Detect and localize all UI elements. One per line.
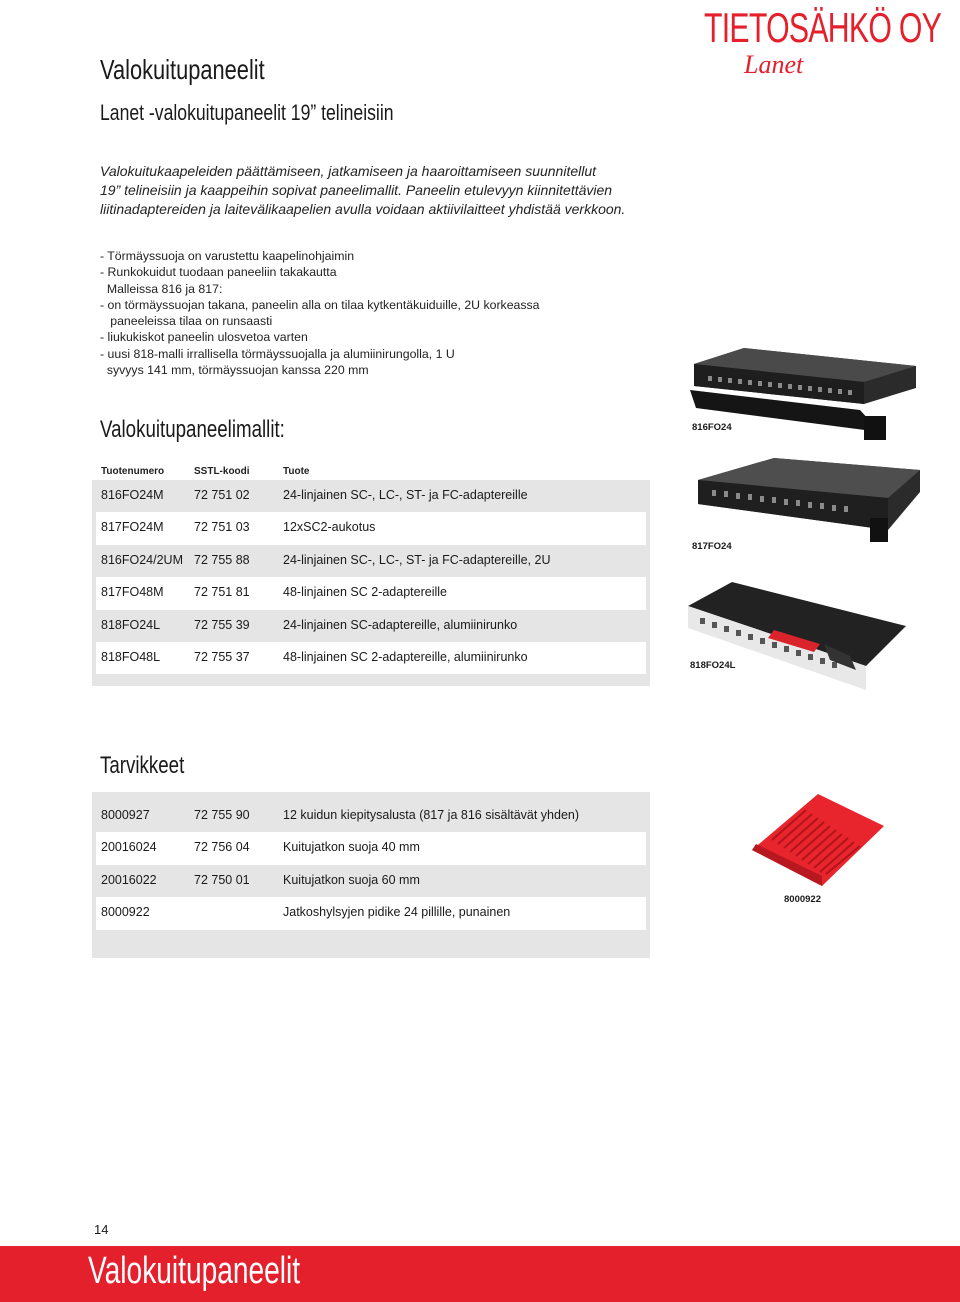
cell-sstl-code: 72 750 01 xyxy=(194,872,250,887)
lanet-logo-graphic xyxy=(744,54,870,78)
table-header xyxy=(92,464,650,480)
lanet-logo-text: Lanet xyxy=(744,54,804,78)
cell-sstl-code: 72 755 39 xyxy=(194,617,250,632)
feature-item: Malleissa 816 ja 817: xyxy=(100,281,223,296)
accessories-heading: Tarvikkeet xyxy=(100,752,185,779)
intro-line: Valokuitukaapeleiden päättämiseen, jatkamiseen ja haaroittamiseen suunnitellut xyxy=(100,163,597,179)
feature-item: - liukukiskot paneelin ulosvetoa varten xyxy=(100,330,308,345)
cell-sstl-code: 72 756 04 xyxy=(194,840,250,855)
cell-product: 12xSC2-aukotus xyxy=(283,520,376,535)
product-label-817fo24: 817FO24 xyxy=(692,541,732,552)
feature-item: - Törmäyssuoja on varustettu kaapelinohjaimin xyxy=(100,249,355,263)
table-row xyxy=(96,610,646,642)
cell-sstl-code: 72 755 90 xyxy=(194,808,250,822)
cell-product-number: 8000927 xyxy=(101,808,150,822)
header-tuotenumero: Tuotenumero xyxy=(101,466,165,477)
table-row xyxy=(96,800,646,832)
page-number: 14 xyxy=(94,1222,109,1237)
cell-product-number: 817FO48M xyxy=(101,585,164,600)
accessories-table xyxy=(92,792,650,958)
footer-title: Valokuitupaneelit xyxy=(88,1250,301,1292)
table-row xyxy=(96,897,646,929)
cell-product-number: 818FO48L xyxy=(101,649,161,664)
lanet-logo xyxy=(744,54,870,83)
models-table xyxy=(92,464,650,686)
feature-item: - on törmäyssuojan takana, paneelin alla on tilaa kytkentäkuiduille, 2U korkeassa xyxy=(100,297,540,312)
cell-product-number: 817FO24M xyxy=(101,520,164,535)
panel-818fo24l-image xyxy=(680,580,930,708)
cell-sstl-code: 72 751 03 xyxy=(194,520,250,535)
models-heading: Valokuitupaneelimallit: xyxy=(100,416,285,443)
cell-product: Kuitujatkon suoja 60 mm xyxy=(283,872,420,887)
cell-product: 48-linjainen SC 2-adaptereille, alumiinirunko xyxy=(283,649,528,664)
page-subtitle: Lanet -valokuitupaneelit 19” telineisiin xyxy=(100,100,394,125)
cell-product: 24-linjainen SC-adaptereille, alumiinirunko xyxy=(283,617,518,632)
table-row xyxy=(96,865,646,897)
cell-product: 48-linjainen SC 2-adaptereille xyxy=(283,585,447,600)
cell-product: 24-linjainen SC-, LC-, ST- ja FC-adaptereille, 2U xyxy=(283,552,551,567)
table-row xyxy=(96,577,646,609)
table-row xyxy=(96,642,646,674)
cell-product: 12 kuidun kiepitysalusta (817 ja 816 sisältävät yhden) xyxy=(283,808,580,822)
table-row xyxy=(96,480,646,512)
features-list xyxy=(100,248,620,378)
feature-item: paneeleissa tilaa on runsaasti xyxy=(100,314,273,329)
brand-name: TIETOSÄHKÖ OY xyxy=(704,4,942,51)
cell-product: 24-linjainen SC-, LC-, ST- ja FC-adaptereille xyxy=(283,488,528,502)
cell-sstl-code: 72 755 37 xyxy=(194,649,250,664)
cell-product: Kuitujatkon suoja 40 mm xyxy=(283,840,420,855)
intro-line: 19” telineisiin ja kaappeihin sopivat paneelimallit. Paneelin etulevyyn kiinnitettävien xyxy=(100,182,613,198)
accessories-table-body xyxy=(92,792,650,958)
cell-sstl-code: 72 751 81 xyxy=(194,585,250,600)
table-row xyxy=(96,545,646,577)
product-label-818fo24l: 818FO24L xyxy=(690,660,736,671)
page-title: Valokuitupaneelit xyxy=(100,54,265,85)
table-row xyxy=(96,832,646,864)
cell-sstl-code: 72 755 88 xyxy=(194,552,250,567)
cell-product-number: 816FO24/2UM xyxy=(101,552,183,567)
header-tuote: Tuote xyxy=(283,466,310,477)
cell-product-number: 816FO24M xyxy=(101,488,164,502)
feature-item: - Runkokuidut tuodaan paneeliin takakautta xyxy=(100,265,337,280)
cell-sstl-code: 72 751 02 xyxy=(194,488,250,502)
splice-holder-image xyxy=(748,786,888,890)
table-row xyxy=(96,512,646,544)
feature-item: - uusi 818-malli irrallisella törmäyssuojalla ja alumiinirungolla, 1 U xyxy=(100,346,455,361)
cell-product-number: 818FO24L xyxy=(101,617,161,632)
intro-line: liitinadaptereiden ja laitevälikaapelien avulla voidaan aktiivilaitteet yhdistää verkkoon. xyxy=(100,201,626,217)
cell-product: Jatkoshylsyjen pidike 24 pillille, punainen xyxy=(283,905,511,920)
models-table-body xyxy=(92,464,650,686)
product-label-8000922: 8000922 xyxy=(784,894,821,905)
cell-product-number: 20016022 xyxy=(101,872,157,887)
feature-item: syvyys 141 mm, törmäyssuojan kanssa 220 mm xyxy=(100,363,369,378)
intro-paragraph xyxy=(100,162,660,219)
cell-product-number: 20016024 xyxy=(101,840,157,855)
product-label-816fo24: 816FO24 xyxy=(692,422,732,433)
cell-product-number: 8000922 xyxy=(101,905,150,920)
header-sstl-koodi: SSTL-koodi xyxy=(194,466,250,477)
panel-817fo24-image xyxy=(694,456,924,550)
